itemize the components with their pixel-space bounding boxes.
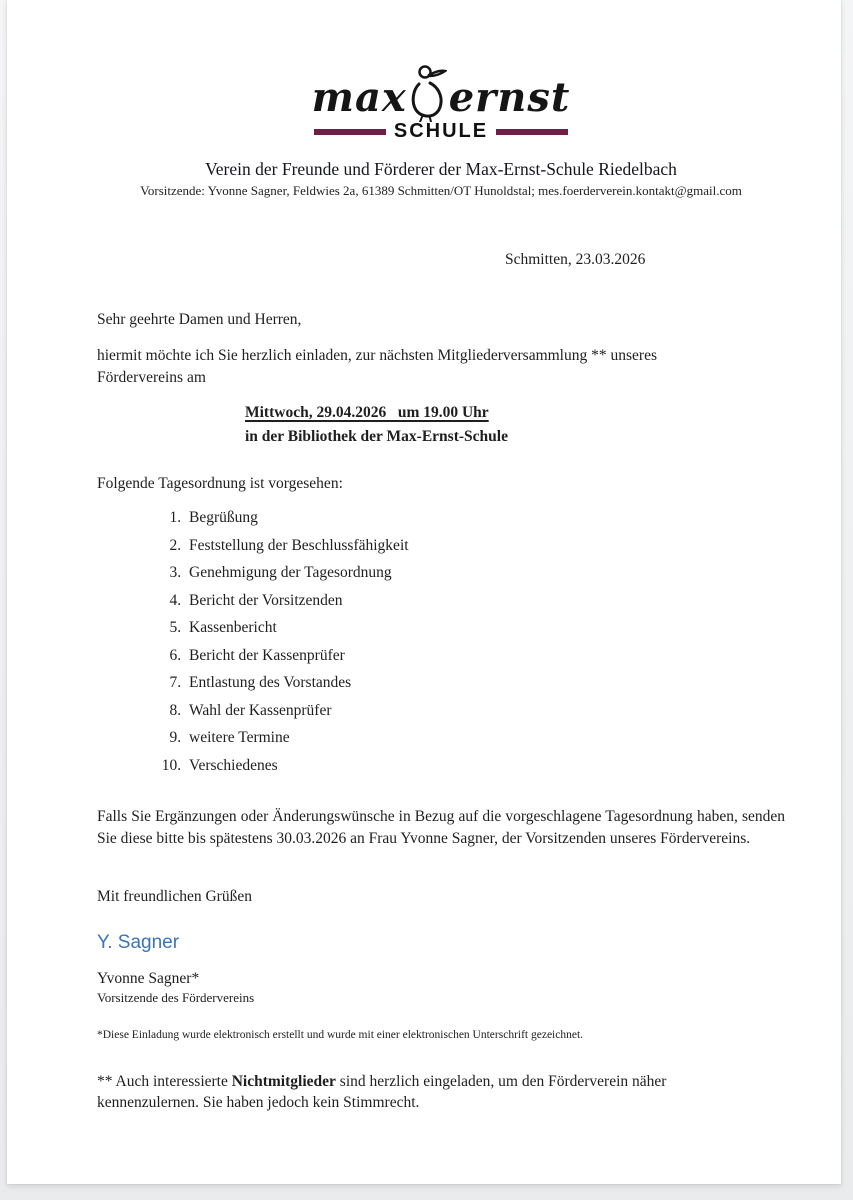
- dateline: Schmitten, 23.03.2026: [505, 251, 646, 268]
- agenda-item-1: 1. Begrüßung: [185, 509, 785, 526]
- nonmembers-note-prefix: ** Auch interessierte: [97, 1072, 232, 1090]
- signer-name: Yvonne Sagner*: [97, 969, 200, 987]
- changes-paragraph: Falls Sie Ergänzungen oder Änderungswünsche in Bezug auf die vorgeschlagene Tagesordnung haben, senden Sie diese bitte bis spätestens 30.03.2026 an Frau Yvonne Sagner, der Vorsitzenden unseres Fördervereins.: [97, 807, 785, 847]
- nonmembers-note-bold: Nichtmitglieder: [231, 1072, 336, 1090]
- signer-role: Vorsitzende des Fördervereins: [97, 989, 255, 1005]
- logo-script-row: [301, 60, 581, 121]
- bird-icon: [409, 64, 447, 122]
- closing-line: Mit freundlichen Grüßen: [97, 887, 252, 905]
- agenda-heading: Folgende Tagesordnung ist vorgesehen:: [97, 475, 343, 492]
- agenda-item-10: 10. Verschiedenes: [185, 757, 785, 774]
- agenda-item-5: 5. Kassenbericht: [185, 619, 785, 636]
- document-page: [7, 0, 841, 1184]
- letterhead: [97, 159, 785, 199]
- agenda-item-8: 8. Wahl der Kassenprüfer: [185, 702, 785, 719]
- agenda-item-3: 3. Genehmigung der Tagesordnung: [185, 564, 785, 581]
- electronic-signature: Y. Sagner: [97, 931, 180, 953]
- agenda-item-2: 2. Feststellung der Beschlussfähigkeit: [185, 537, 785, 554]
- agenda-item-4: 4. Bericht der Vorsitzenden: [185, 592, 785, 609]
- logo-schule-bar: [301, 120, 581, 143]
- association-title: Verein der Freunde und Förderer der Max-Ernst-Schule Riedelbach: [205, 159, 677, 179]
- agenda-list: [97, 509, 785, 774]
- association-contact-line: Vorsitzende: Yvonne Sagner, Feldwies 2a, 61389 Schmitten/OT Hunoldstal; mes.foerderverein.kontakt@gmail.com: [140, 183, 742, 198]
- intro-paragraph: hiermit möchte ich Sie herzlich einladen, zur nächsten Mitgliederversammlung ** unseres Fördervereins am: [97, 347, 657, 386]
- nonmembers-note-suffix: sind herzlich eingeladen, um den Förderverein näher kennenzulernen. Sie haben jedoch kein Stimmrecht.: [97, 1072, 667, 1111]
- agenda-item-7: 7. Entlastung des Vorstandes: [185, 674, 785, 691]
- logo-rule-left: [314, 129, 386, 135]
- school-logo: [301, 60, 581, 143]
- logo-text-ernst: ernst: [448, 74, 571, 121]
- agenda-item-9: 9. weitere Termine: [185, 729, 785, 746]
- logo-text-max: max: [311, 74, 407, 121]
- nonmembers-note: [97, 1071, 737, 1113]
- meeting-details: [245, 401, 785, 449]
- logo-subtitle: SCHULE: [393, 120, 489, 142]
- meeting-datetime: Mittwoch, 29.04.2026 um 19.00 Uhr: [245, 404, 489, 421]
- logo-rule-right: [496, 129, 568, 135]
- meeting-location: in der Bibliothek der Max-Ernst-Schule: [245, 428, 508, 445]
- salutation: Sehr geehrte Damen und Herren,: [97, 311, 302, 328]
- signature-footnote: *Diese Einladung wurde elektronisch erstellt und wurde mit einer elektronischen Unterschrift gezeichnet.: [97, 1028, 584, 1041]
- agenda-item-6: 6. Bericht der Kassenprüfer: [185, 647, 785, 664]
